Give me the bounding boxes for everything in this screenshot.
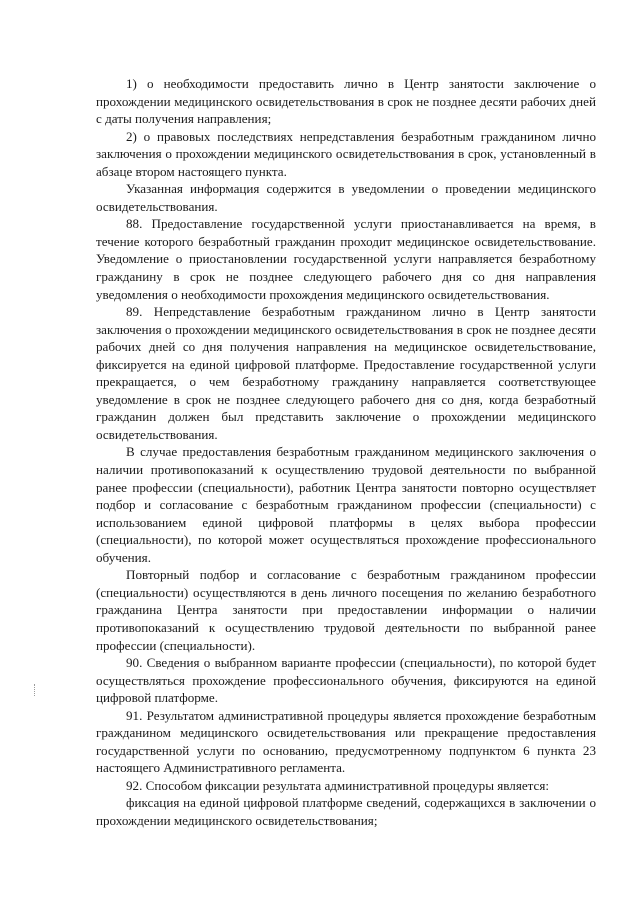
paragraph-item-1: 1) о необходимости предоставить лично в Центр занятости заключение о прохождении медицинского освидетельствования в срок не позднее десяти рабочих дней с даты получения направления; (96, 76, 596, 127)
paragraph-item-2: 2) о правовых последствиях непредставления безработным гражданином лично заключения о прохождении медицинского освидетельствования в срок, установленный в абзаце втором настоящего пункта. (96, 128, 596, 179)
paragraph-92-item: фиксация на единой цифровой платформе сведений, содержащихся в заключении о прохождении медицинского освидетельствования; (96, 795, 596, 828)
paragraph-91: 91. Результатом административной процедуры является прохождение безработным гражданином медицинского освидетельствования или прекращение предоставления государственной услуги по основанию, предусмотренному подпунктом 6 пункта 23 настоящего Административного регламента. (96, 707, 596, 776)
scan-margin-mark (34, 684, 36, 696)
paragraph-repeat-selection: Повторный подбор и согласование с безработным гражданином профессии (специальности) осуществляются в день личного посещения по желанию безработного гражданина Центра занятости при предоставлении информации о наличии противопоказаний к осуществлению трудовой деятельности по выбранной ранее профессии (специальности). (96, 567, 596, 653)
document-body (96, 75, 596, 830)
paragraph-88: 88. Предоставление государственной услуги приостанавливается на время, в течение которого безработный гражданин проходит медицинское освидетельствование. Уведомление о приостановлении государственной услуги направляется безработному гражданину в срок не позднее следующего рабочего дня со дня направления уведомления о необходимости прохождения медицинского освидетельствования. (96, 216, 596, 302)
paragraph-92: 92. Способом фиксации результата административной процедуры является: (126, 777, 550, 793)
paragraph-info-note: Указанная информация содержится в уведомлении о проведении медицинского освидетельствования. (96, 181, 596, 214)
paragraph-89: 89. Непредставление безработным гражданином лично в Центр занятости заключения о прохождении медицинского освидетельствования в срок не позднее десяти рабочих дней со дня получения направления на медицинское освидетельствование, фиксируется на единой цифровой платформе. Предоставление государственной услуги прекращается, о чем безработному гражданину направляется соответствующее уведомление в срок не позднее следующего рабочего дня со дня, когда безработный гражданин должен был представить заключение о прохождении медицинского освидетельствования. (96, 304, 596, 442)
paragraph-90: 90. Сведения о выбранном варианте профессии (специальности), по которой будет осуществляться прохождение профессионального обучения, фиксируются на единой цифровой платформе. (96, 655, 596, 706)
paragraph-contraindications: В случае предоставления безработным гражданином медицинского заключения о наличии противопоказаний к осуществлению трудовой деятельности по выбранной ранее профессии (специальности), работник Центра занятости повторно осуществляет подбор и согласование с безработным гражданином профессии (специальности) с использованием единой цифровой платформы в целях выбора профессии (специальности), по которой может осуществляться прохождение профессионального обучения. (96, 444, 596, 565)
